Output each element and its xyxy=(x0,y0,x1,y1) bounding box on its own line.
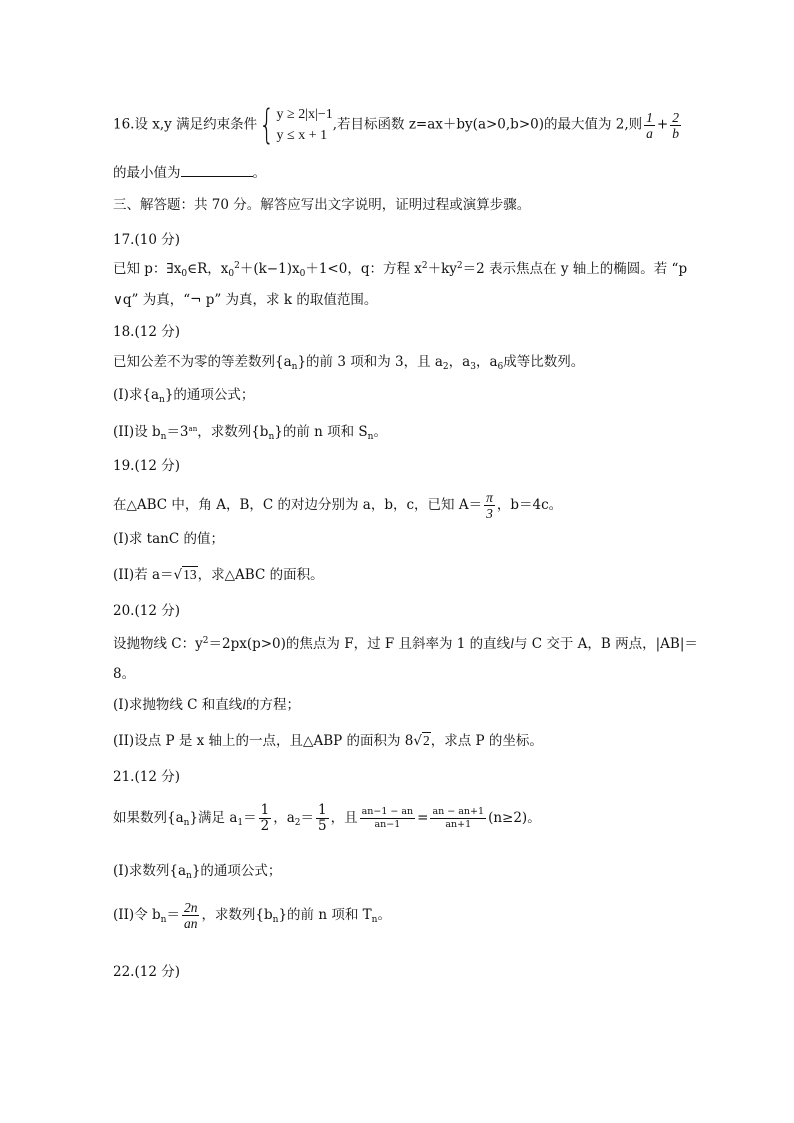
q20-part1: (I)求抛物线 C 和直线l的方程； xyxy=(113,697,301,713)
fraction-2n-over-an: $\frac{2n}{an}$ xyxy=(183,900,198,931)
q19-part1: (I)求 tanC 的值； xyxy=(113,531,224,547)
q19-line1: 在△ABC 中，角 A，B，C 的对边分别为 a，b，c，已知 A＝ $\frac{\pi}{3}$ ，b＝4c。 xyxy=(113,490,563,521)
q18-header: 18.(12 分) xyxy=(113,324,180,340)
answer-blank[interactable] xyxy=(181,162,253,177)
q21-header: 21.(12 分) xyxy=(113,769,180,785)
fraction-pi-over-3: $\frac{\pi}{3}$ xyxy=(486,490,493,521)
q18-part2: (II)设 $b_n=3^{an}$，求数列$\{b_n\}$的前 n 项和 $S_n$。 xyxy=(113,424,387,442)
q16-prefix: 16.设 x,y 满足约束条件 xyxy=(113,116,258,133)
constraint-system: y ≥ 2|x|−1 y ≤ x + 1 xyxy=(276,107,333,143)
q22-header: 22.(12 分) xyxy=(113,964,180,980)
q21-line1: 如果数列$\{a_n\}$满足 $a_1=$ $\frac{1}{2}$ ，$a_2=$ $\frac{1}{5}$ ，且 $\frac{an-1 - an}{an-1}$ = $\frac{an - an+1}{an+1}$ (n≥2)。 xyxy=(113,802,541,834)
q20-header: 20.(12 分) xyxy=(113,603,180,619)
brace-symbol: { xyxy=(259,102,275,148)
q21-part1: (I)求数列$\{a_n\}$的通项公式； xyxy=(113,863,282,881)
q17-line2: ∨q” 为真，“¬ p” 为真，求 k 的取值范围。 xyxy=(113,292,378,308)
section-heading: 三、解答题：共 70 分。解答应写出文字说明，证明过程或演算步骤。 xyxy=(113,197,531,213)
sqrt-13: √13 xyxy=(173,567,197,583)
q17-line1: 已知 p：$\exists x_0\in R$，$x_0^2+(k-1)x_0+1<0$，q：方程 $x^2+ky^2=2$ 表示焦点在 y 轴上的椭圆。若 “p xyxy=(113,261,688,279)
q16-objective: ,若目标函数 z=ax＋by(a>0,b>0)的最大值为 2,则 xyxy=(332,116,643,133)
q20-line1: 设抛物线 C：$y^2=2px(p>0)$的焦点为 F，过 F 且斜率为 1 的直线l与 C 交于 A，B 两点，|AB|＝ xyxy=(113,636,698,652)
sqrt-2: √2 xyxy=(413,733,430,749)
recurrence-fraction-left: $\frac{an-1 - an}{an-1}$ xyxy=(361,806,414,830)
fraction-1-over-a: $\frac{1}{a}$ xyxy=(646,109,653,141)
fraction-1-over-5: $\frac{1}{5}$ xyxy=(318,802,327,834)
q16-line2: 的最小值为 。 xyxy=(113,162,266,183)
q20-part2: (II)设点 P 是 x 轴上的一点，且△ABP 的面积为 8√2，求点 P 的坐标。 xyxy=(113,733,543,749)
q18-part1: (I)求$\{a_n\}$的通项公式； xyxy=(113,387,255,405)
q19-part2: (II)若 a＝√13，求△ABC 的面积。 xyxy=(113,567,324,583)
q17-header: 17.(10 分) xyxy=(113,232,180,248)
fraction-1-over-2: $\frac{1}{2}$ xyxy=(260,802,270,834)
q20-line2: 8。 xyxy=(113,666,136,682)
fraction-2-over-b: $\frac{2}{b}$ xyxy=(672,109,679,141)
q19-header: 19.(12 分) xyxy=(113,458,180,474)
recurrence-fraction-right: $\frac{an - an+1}{an+1}$ xyxy=(432,806,485,830)
q16-line1: 16.设 x,y 满足约束条件{ y ≥ 2|x|−1 y ≤ x + 1 ,若目标函数 z=ax＋by(a>0,b>0)的最大值为 2,则 $\frac{1}{a}$ + $\frac{2}{b}$ xyxy=(113,102,679,148)
q18-line1: 已知公差不为零的等差数列$\{a_n\}$的前 3 项和为 3，且 $a_2$，$a_3$，$a_6$成等比数列。 xyxy=(113,354,585,372)
q21-part2: (II)令 $b_n=$ $\frac{2n}{an}$ ，求数列$\{b_n\}$的前 n 项和 $T_n$。 xyxy=(113,900,391,931)
